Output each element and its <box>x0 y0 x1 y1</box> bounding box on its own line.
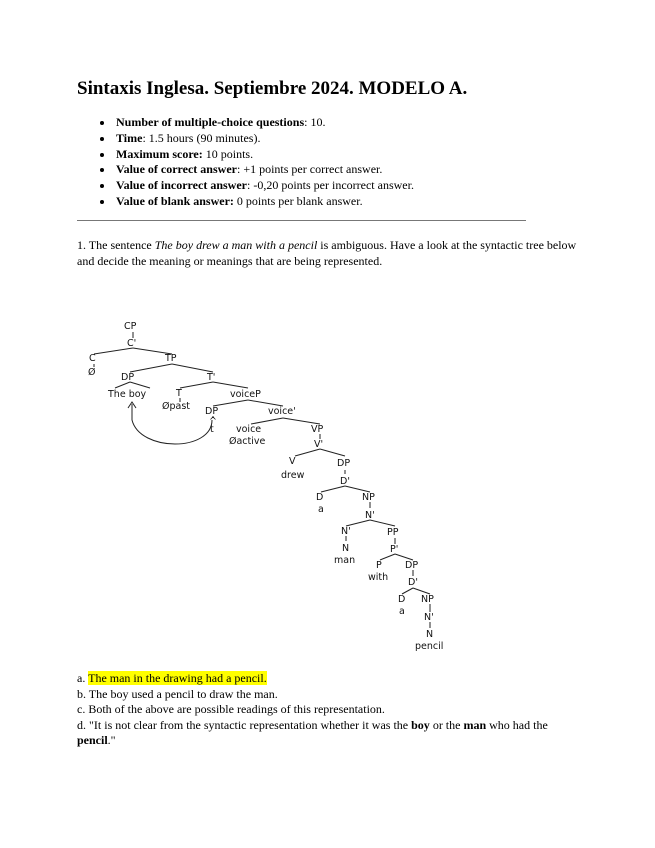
tree-node-label: D' <box>408 577 418 588</box>
tree-node-label: P <box>376 560 382 571</box>
tree-node-label: VP <box>311 424 324 435</box>
tree-node-label: D <box>316 492 324 503</box>
tree-node-label: V' <box>314 439 324 450</box>
tree-node-label: DP <box>405 560 419 571</box>
tree-node-label: a <box>399 606 405 617</box>
rule-item: Value of blank answer: 0 points per blank answer. <box>100 194 414 210</box>
tree-node-label: C' <box>127 338 137 349</box>
tree-node-label: T' <box>207 372 216 383</box>
rule-item: Number of multiple-choice questions: 10. <box>100 115 414 131</box>
tree-node-label: N <box>426 629 434 640</box>
tree-node-label: with <box>368 572 389 583</box>
rule-item: Value of incorrect answer: -0,20 points per incorrect answer. <box>100 178 414 194</box>
tree-branches <box>94 332 430 628</box>
tree-node-label: Øactive <box>229 436 266 447</box>
tree-node-label: DP <box>121 372 135 383</box>
tree-node-label: Ø <box>88 367 96 378</box>
tree-node-label: drew <box>281 470 305 481</box>
answer-option-a: a. The man in the drawing had a pencil. <box>77 671 267 685</box>
tree-node-label: voice <box>236 424 262 435</box>
tree-node-label: PP <box>387 527 399 538</box>
tree-node-label: TP <box>165 353 177 364</box>
tree-node-label: V <box>289 456 296 467</box>
answer-option-c: c. Both of the above are possible readings of this representation. <box>77 702 385 716</box>
tree-node-label: Øpast <box>162 401 191 412</box>
tree-node-label: CP <box>124 321 137 332</box>
tree-node-label: DP <box>337 458 351 469</box>
tree-node-label: P' <box>390 544 399 555</box>
rule-item: Time: 1.5 hours (90 minutes). <box>100 131 414 147</box>
tree-node-label: C <box>89 353 96 364</box>
tree-node-label: N' <box>424 612 434 623</box>
tree-node-label: N' <box>365 510 375 521</box>
tree-node-label: voiceP <box>230 389 261 400</box>
tree-node-label: NP <box>421 594 434 605</box>
rule-item: Maximum score: 10 points. <box>100 147 414 163</box>
tree-node-label: D' <box>340 476 350 487</box>
tree-node-label: DP <box>205 406 219 417</box>
tree-node-label: a <box>318 504 324 515</box>
tree-node-label: N' <box>341 526 351 537</box>
tree-node-label: D <box>398 594 406 605</box>
tree-node-label: ^ <box>209 416 217 427</box>
rule-item: Value of correct answer: +1 points per correct answer. <box>100 162 414 178</box>
tree-node-label: pencil <box>415 641 444 652</box>
tree-node-label: NP <box>362 492 375 503</box>
tree-node-label: N <box>342 543 350 554</box>
horizontal-divider <box>77 220 526 221</box>
question-1-text: 1. The sentence The boy drew a man with a pencil is ambiguous. Have a look at the syntactic tree below and decide the meaning or meanings that are being represented. <box>77 238 577 268</box>
exam-rules-list <box>100 115 414 210</box>
tree-node-label: T <box>176 388 182 399</box>
answer-option-b: b. The boy used a pencil to draw the man. <box>77 686 278 701</box>
tree-node-label: voice' <box>268 406 296 417</box>
tree-node-label: man <box>334 555 356 566</box>
syntactic-tree-diagram <box>0 300 655 660</box>
tree-node-label: t <box>210 424 214 435</box>
answer-options <box>77 671 582 749</box>
page-title: Sintaxis Inglesa. Septiembre 2024. MODELO A. <box>77 78 468 99</box>
answer-option-d: d. "It is not clear from the syntactic representation whether it was the boy or the man who had the pencil." <box>77 717 548 747</box>
tree-node-label: The boy <box>108 389 147 400</box>
